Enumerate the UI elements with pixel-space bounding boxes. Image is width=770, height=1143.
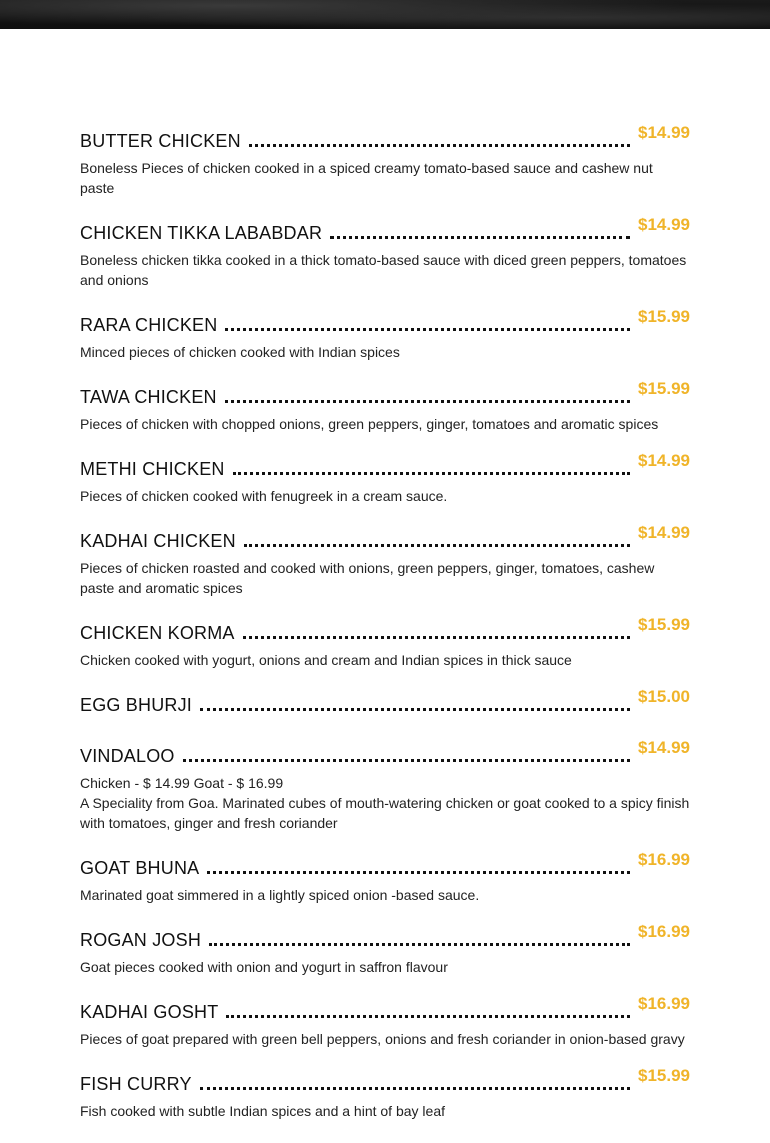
menu-item bbox=[80, 123, 690, 198]
dot-leader bbox=[225, 328, 630, 331]
dish-name: KADHAI GOSHT bbox=[80, 1002, 219, 1022]
menu-item bbox=[80, 994, 690, 1049]
dish-name: TAWA CHICKEN bbox=[80, 387, 217, 407]
dish-price: $14.99 bbox=[638, 451, 690, 470]
dot-leader bbox=[225, 400, 630, 403]
menu-item bbox=[80, 451, 690, 506]
menu-item bbox=[80, 1066, 690, 1121]
dot-leader bbox=[183, 759, 630, 762]
dish-description: A Speciality from Goa. Marinated cubes of mouth-watering chicken or goat cooked to a spicy finish with tomatoes, ginger and fresh coriander bbox=[80, 795, 690, 831]
dish-price: $14.99 bbox=[638, 123, 690, 142]
menu-item bbox=[80, 922, 690, 977]
menu-item-row bbox=[80, 922, 690, 951]
dish-name: ROGAN JOSH bbox=[80, 930, 202, 950]
menu-item bbox=[80, 379, 690, 434]
dot-leader bbox=[209, 943, 630, 946]
menu-item-row bbox=[80, 523, 690, 552]
menu-item-row bbox=[80, 123, 690, 152]
dot-leader bbox=[200, 708, 630, 711]
menu-item-row bbox=[80, 687, 690, 716]
menu-item-row bbox=[80, 215, 690, 244]
dish-price: $16.99 bbox=[638, 850, 690, 869]
header-band bbox=[0, 0, 770, 29]
dish-name: RARA CHICKEN bbox=[80, 315, 218, 335]
dish-price: $15.99 bbox=[638, 1066, 690, 1085]
dish-name: METHI CHICKEN bbox=[80, 459, 225, 479]
dish-description: Pieces of chicken with chopped onions, green peppers, ginger, tomatoes and aromatic spices bbox=[80, 416, 659, 432]
dish-name: BUTTER CHICKEN bbox=[80, 131, 241, 151]
dot-leader bbox=[244, 544, 630, 547]
dish-description: Fish cooked with subtle Indian spices and a hint of bay leaf bbox=[80, 1103, 445, 1119]
dot-leader bbox=[233, 472, 630, 475]
dish-description: Minced pieces of chicken cooked with Indian spices bbox=[80, 344, 400, 360]
dish-name: FISH CURRY bbox=[80, 1074, 192, 1094]
menu-item bbox=[80, 307, 690, 362]
menu-item-row bbox=[80, 850, 690, 879]
menu-item bbox=[80, 738, 690, 833]
dish-description: Pieces of goat prepared with green bell peppers, onions and fresh coriander in onion-based gravy bbox=[80, 1031, 685, 1047]
dish-description: Marinated goat simmered in a lightly spiced onion -based sauce. bbox=[80, 887, 480, 903]
dish-price: $15.00 bbox=[638, 687, 690, 706]
dish-price: $14.99 bbox=[638, 738, 690, 757]
dish-name: EGG BHURJI bbox=[80, 695, 193, 715]
dish-price: $15.99 bbox=[638, 615, 690, 634]
dish-price-variants: Chicken - $ 14.99 Goat - $ 16.99 bbox=[80, 775, 284, 791]
dish-name: CHICKEN TIKKA LABABDAR bbox=[80, 223, 323, 243]
menu-list bbox=[80, 123, 690, 1143]
menu-item-row bbox=[80, 307, 690, 336]
dish-description: Goat pieces cooked with onion and yogurt in saffron flavour bbox=[80, 959, 448, 975]
dish-price: $16.99 bbox=[638, 994, 690, 1013]
dish-name: CHICKEN KORMA bbox=[80, 623, 235, 643]
dish-description: Boneless Pieces of chicken cooked in a spiced creamy tomato-based sauce and cashew nut paste bbox=[80, 160, 653, 196]
dish-name: KADHAI CHICKEN bbox=[80, 531, 236, 551]
menu-item-row bbox=[80, 738, 690, 767]
menu-item-row bbox=[80, 451, 690, 480]
dish-price: $14.99 bbox=[638, 215, 690, 234]
menu-item-row bbox=[80, 994, 690, 1023]
menu-item bbox=[80, 523, 690, 598]
menu-item bbox=[80, 215, 690, 290]
dish-price: $15.99 bbox=[638, 379, 690, 398]
menu-item-row bbox=[80, 615, 690, 644]
dot-leader bbox=[200, 1087, 630, 1090]
menu-item bbox=[80, 687, 690, 716]
dish-price: $15.99 bbox=[638, 307, 690, 326]
dish-price: $14.99 bbox=[638, 523, 690, 542]
dot-leader bbox=[207, 871, 630, 874]
dot-leader bbox=[226, 1015, 630, 1018]
dish-price: $16.99 bbox=[638, 922, 690, 941]
menu-item bbox=[80, 850, 690, 905]
dot-leader bbox=[249, 144, 630, 147]
dish-description: Pieces of chicken roasted and cooked with onions, green peppers, ginger, tomatoes, cashew paste and aromatic spices bbox=[80, 560, 655, 596]
dish-description: Boneless chicken tikka cooked in a thick tomato-based sauce with diced green peppers, tomatoes and onions bbox=[80, 252, 687, 288]
dish-name: VINDALOO bbox=[80, 746, 175, 766]
dot-leader bbox=[243, 636, 630, 639]
menu-item-row bbox=[80, 1066, 690, 1095]
dot-leader bbox=[330, 236, 630, 239]
menu-item bbox=[80, 615, 690, 670]
dish-description: Chicken cooked with yogurt, onions and cream and Indian spices in thick sauce bbox=[80, 652, 572, 668]
menu-item-row bbox=[80, 379, 690, 408]
dish-description: Pieces of chicken cooked with fenugreek in a cream sauce. bbox=[80, 488, 448, 504]
dish-name: GOAT BHUNA bbox=[80, 858, 200, 878]
